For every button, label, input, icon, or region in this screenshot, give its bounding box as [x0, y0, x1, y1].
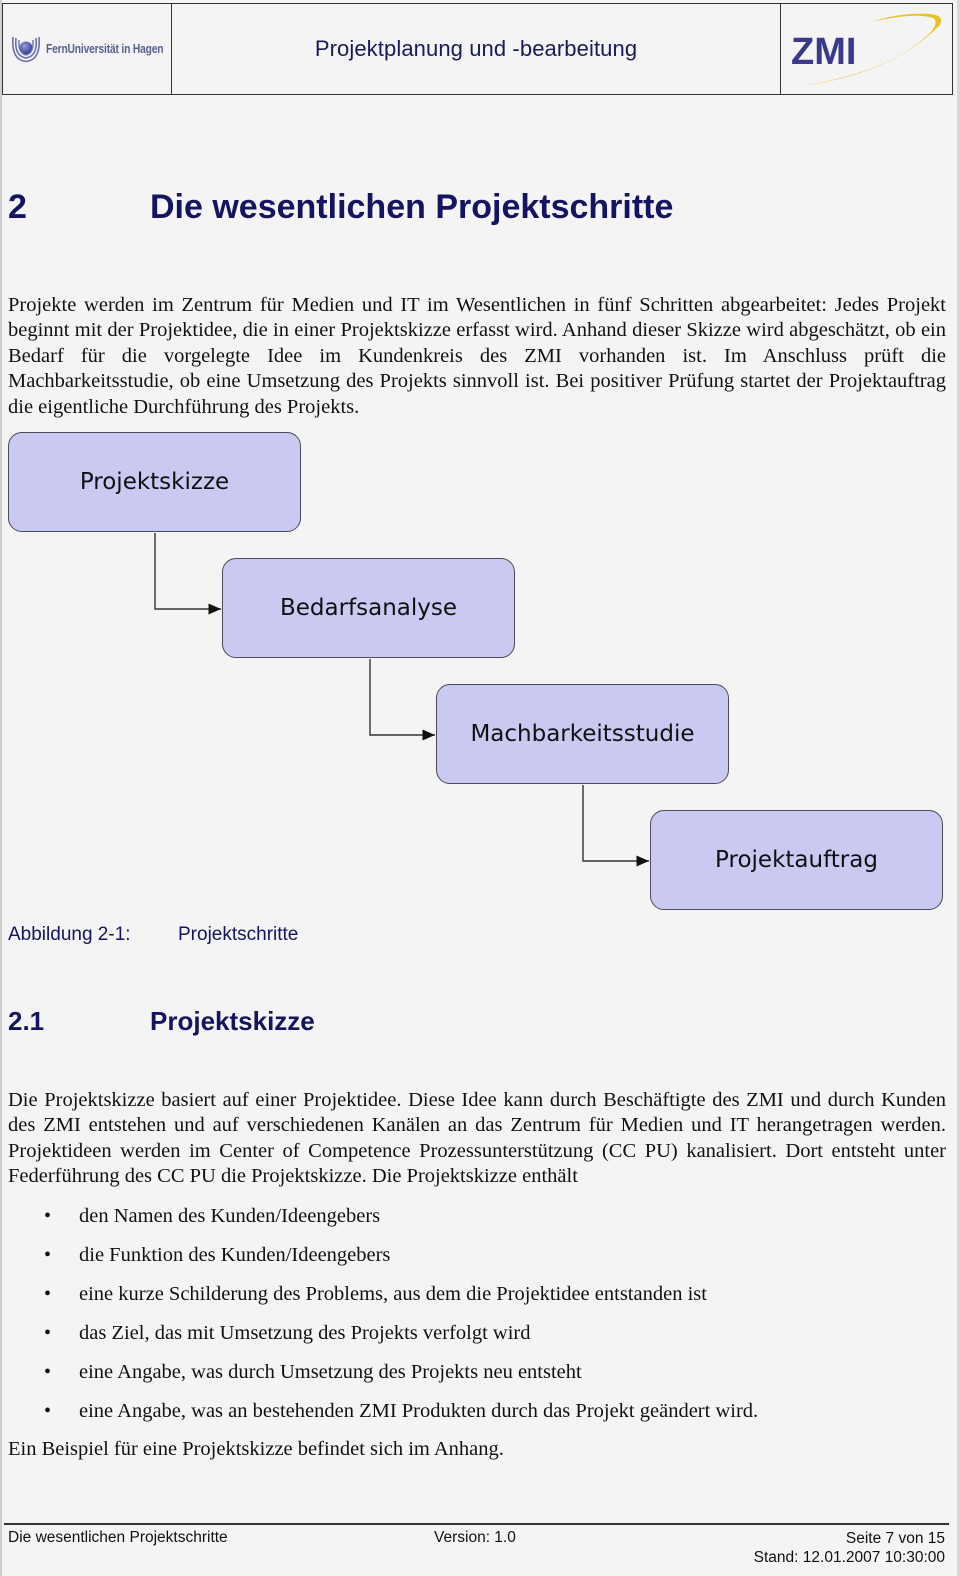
page-header [2, 3, 953, 95]
subsection-number: 2.1 [8, 1006, 45, 1036]
list-item-text: die Funktion des Kunden/Ideengebers [79, 1244, 391, 1266]
process-diagram [0, 425, 960, 920]
header-left-cell [3, 4, 172, 94]
figure-label: Abbildung 2-1: [8, 924, 131, 945]
list-item-text: eine kurze Schilderung des Problems, aus dem die Projektidee entstanden ist [79, 1283, 707, 1305]
zmi-logo-icon [781, 4, 952, 96]
list-item [0, 1203, 758, 1242]
fernuni-logo-text: FernUniversität in Hagen [46, 42, 164, 56]
section-heading [8, 188, 673, 227]
bullet-icon: • [44, 1205, 52, 1227]
fernuni-logo [10, 34, 189, 64]
zmi-logo-text: ZMI [791, 31, 857, 73]
bullet-icon: • [44, 1283, 52, 1305]
step-label: Projektauftrag [715, 847, 878, 873]
step-label: Machbarkeitsstudie [470, 721, 695, 747]
section-title: Die wesentlichen Projektschritte [150, 188, 674, 226]
step-box-projektskizze [8, 432, 301, 532]
footer-page-info [754, 1529, 945, 1567]
list-item-text: den Namen des Kunden/Ideengebers [79, 1205, 381, 1227]
footer-date: Stand: 12.01.2007 10:30:00 [753, 1549, 945, 1566]
content-list [0, 1203, 758, 1437]
list-item [0, 1398, 758, 1437]
bullet-icon: • [44, 1244, 52, 1266]
step-label: Projektskizze [79, 469, 230, 495]
list-item-text: das Ziel, das mit Umsetzung des Projekts verfolgt wird [79, 1322, 531, 1344]
footer-version: Version: 1.0 [434, 1529, 516, 1546]
header-title-cell [172, 4, 780, 94]
list-item [0, 1320, 758, 1359]
subsection-intro-paragraph: Die Projektskizze basiert auf einer Projektidee. Diese Idee kann durch Beschäftigte des ZMI und durch Kunden des ZMI entstehen und auf verschiedenen Kanälen an das Zentrum für Medien und IT herangetragen werden. Projektideen werden im Center of Competence Prozessunterstützung (CC PU) kanalisiert. Dort entsteht unter Federführung des CC PU die Projektskizze. Die Projektskizze enthält [8, 1089, 946, 1188]
footer-chapter: Die wesentlichen Projektschritte [8, 1529, 228, 1546]
step-box-machbarkeitsstudie [436, 684, 729, 784]
bullet-icon: • [44, 1400, 52, 1422]
figure-caption [8, 924, 298, 946]
subsection-heading [8, 1006, 315, 1037]
header-right-cell [780, 4, 952, 94]
bullet-icon: • [44, 1361, 52, 1383]
document-title: Projektplanung und -bearbeitung [314, 36, 638, 61]
list-item [0, 1281, 758, 1320]
closing-sentence: Ein Beispiel für eine Projektskizze befindet sich im Anhang. [8, 1438, 504, 1460]
footer-divider [4, 1523, 949, 1525]
step-box-bedarfsanalyse [222, 558, 515, 658]
subsection-title: Projektskizze [150, 1006, 315, 1036]
figure-caption-text: Projektschritte [178, 924, 299, 945]
fernuni-emblem-icon [10, 34, 42, 64]
section-intro-paragraph: Projekte werden im Zentrum für Medien und IT im Wesentlichen in fünf Schritten abgearbeitet: Jedes Projekt beginnt mit der Projektidee, die in einer Projektskizze erfasst wird. Anhand dieser Skizze wird abgeschätzt, ob ein Bedarf für die vorgelegte Idee im Kundenkreis des ZMI vorhanden ist. Im Anschluss prüft die Machbarkeitsstudie, ob eine Umsetzung des Projekts sinnvoll ist. Bei positiver Prüfung startet der Projektauftrag die eigentliche Durchführung des Projekts. [8, 294, 946, 418]
step-box-projektauftrag [650, 810, 943, 910]
step-label: Bedarfsanalyse [279, 595, 458, 621]
list-item [0, 1359, 758, 1398]
footer-page-number: Seite 7 von 15 [845, 1530, 945, 1547]
bullet-icon: • [44, 1322, 52, 1344]
list-item-text: eine Angabe, was an bestehenden ZMI Produkten durch das Projekt geändert wird. [79, 1400, 759, 1422]
section-number: 2 [8, 188, 27, 226]
list-item-text: eine Angabe, was durch Umsetzung des Projekts neu entsteht [79, 1361, 582, 1383]
list-item [0, 1242, 758, 1281]
